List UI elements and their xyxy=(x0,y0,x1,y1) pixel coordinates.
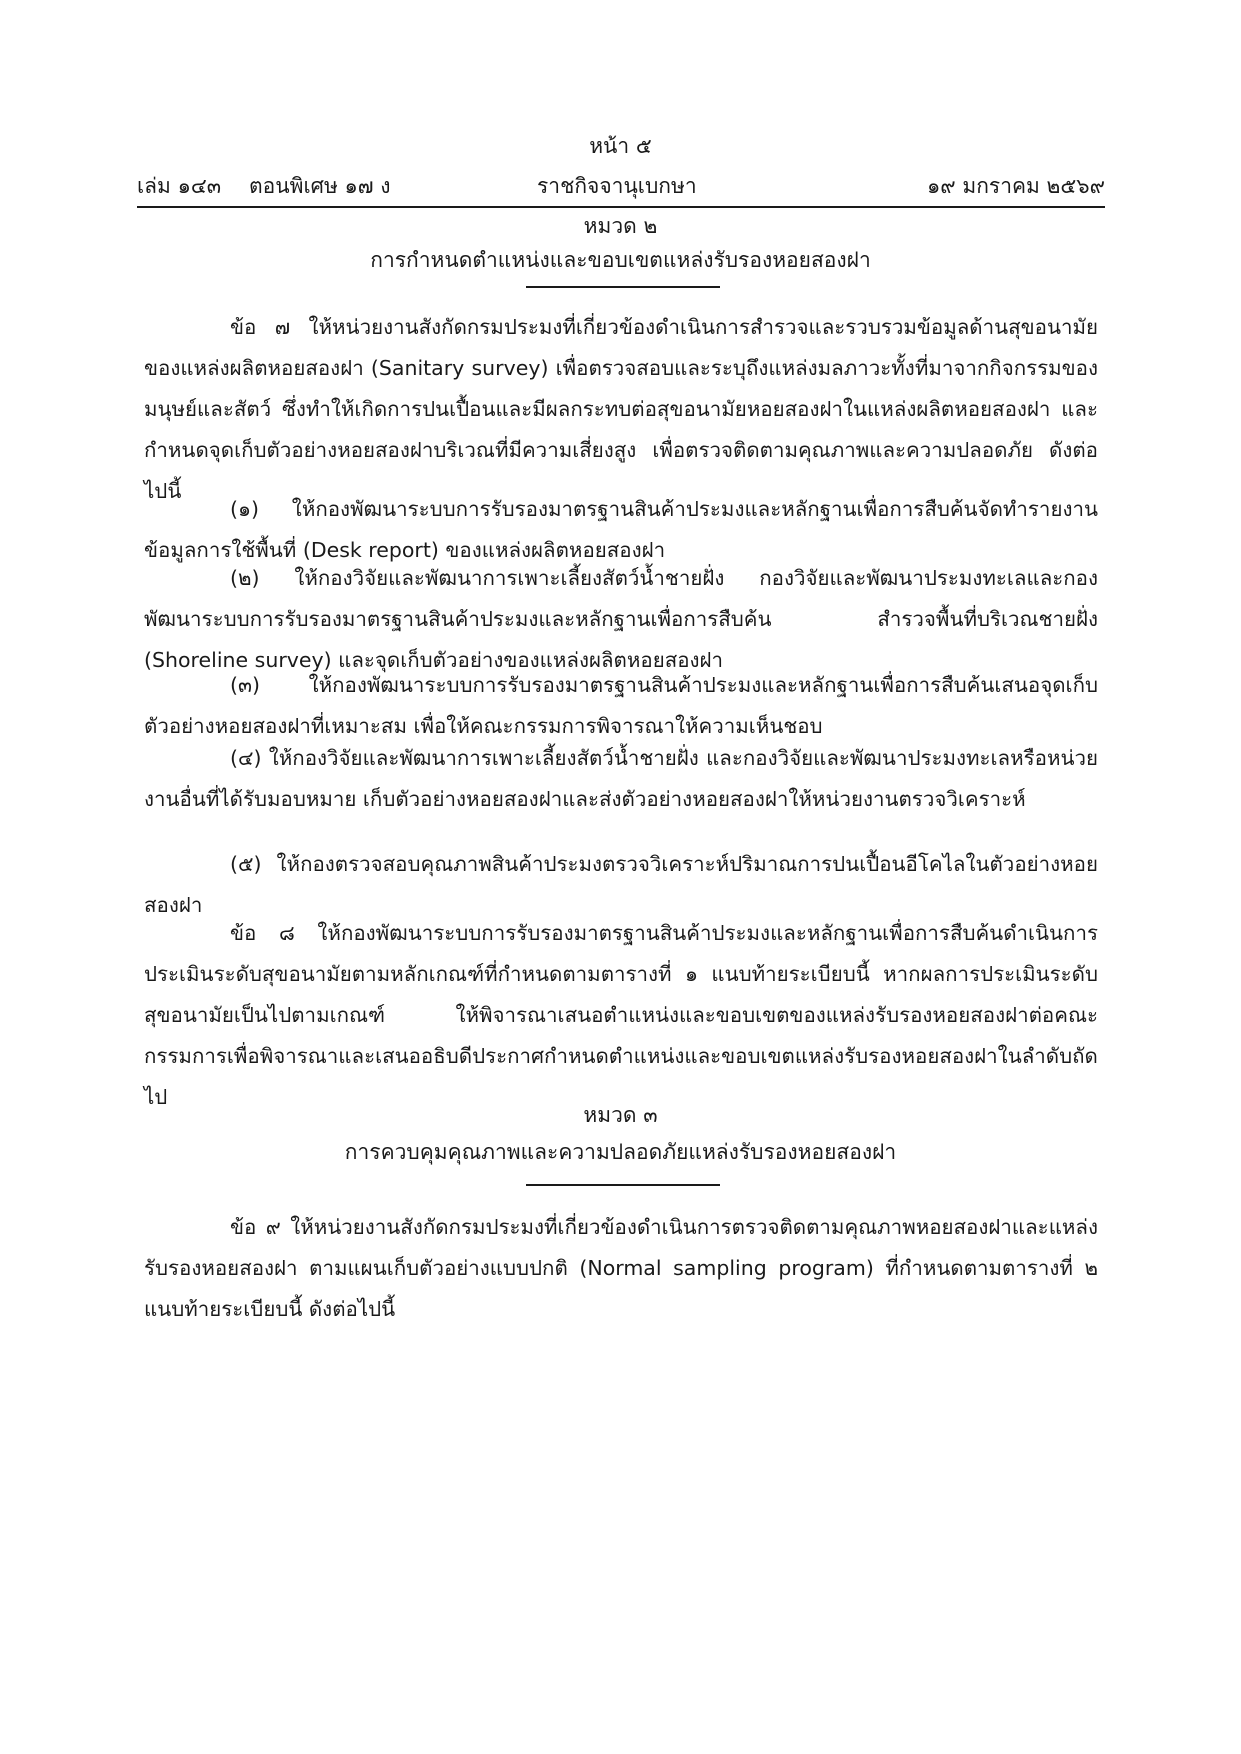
clause-7-item-1: (๑) ให้กองพัฒนาระบบการรับรองมาตรฐานสินค้าประมงและหลักฐานเพื่อการสืบค้นจัดทำรายงานข้อมูลการใช้พื้นที่ (Desk report) ของแหล่งผลิตหอยสองฝา xyxy=(144,497,1098,562)
page-number: หน้า ๕ xyxy=(589,134,652,158)
publication-date: ๑๙ มกราคม ๒๕๖๙ xyxy=(926,174,1105,198)
header-divider xyxy=(137,206,1105,208)
clause-8: ข้อ ๘ ให้กองพัฒนาระบบการรับรองมาตรฐานสินค้าประมงและหลักฐานเพื่อการสืบค้นดำเนินการประเมินระดับสุขอนามัยตามหลักเกณฑ์ที่กำหนดตามตารางที่ ๑ แนบท้ายระเบียบนี้ หากผลการประเมินระดับสุขอนามัยเป็นไปตามเกณฑ์ ให้พิจารณาเสนอตำแหน่งและขอบเขตของแหล่งรับรองหอยสองฝาต่อคณะกรรมการเพื่อพิจารณาและเสนออธิบดีประกาศกำหนดตำแหน่งและขอบเขตแหล่งรับรองหอยสองฝาในลำดับถัดไป xyxy=(144,921,1098,1109)
chapter-3-title: การควบคุมคุณภาพและความปลอดภัยแหล่งรับรองหอยสองฝา xyxy=(344,1140,897,1164)
clause-7-item-2: (๒) ให้กองวิจัยและพัฒนาการเพาะเลี้ยงสัตว์น้ำชายฝั่ง กองวิจัยและพัฒนาประมงทะเลและกองพัฒนาระบบการรับรองมาตรฐานสินค้าประมงและหลักฐานเพื่อการสืบค้น สำรวจพื้นที่บริเวณชายฝั่ง (Shoreline survey) และจุดเก็บตัวอย่างของแหล่งผลิตหอยสองฝา xyxy=(144,566,1098,672)
clause-7-item-4: (๔) ให้กองวิจัยและพัฒนาการเพาะเลี้ยงสัตว์น้ำชายฝั่ง และกองวิจัยและพัฒนาประมงทะเลหรือหน่วยงานอื่นที่ได้รับมอบหมาย เก็บตัวอย่างหอยสองฝาและส่งตัวอย่างหอยสองฝาให้หน่วยงานตรวจวิเคราะห์ xyxy=(144,746,1098,811)
chapter-2-divider xyxy=(526,286,720,288)
chapter-2-label: หมวด ๒ xyxy=(583,214,658,238)
chapter-3-divider xyxy=(526,1184,720,1186)
clause-7-item-3: (๓) ให้กองพัฒนาระบบการรับรองมาตรฐานสินค้าประมงและหลักฐานเพื่อการสืบค้นเสนอจุดเก็บตัวอย่างหอยสองฝาที่เหมาะสม เพื่อให้คณะกรรมการพิจารณาให้ความเห็นชอบ xyxy=(144,673,1098,738)
chapter-3-label: หมวด ๓ xyxy=(583,1103,658,1127)
volume-label: เล่ม ๑๔๓ xyxy=(137,174,222,198)
clause-9: ข้อ ๙ ให้หน่วยงานสังกัดกรมประมงที่เกี่ยวข้องดำเนินการตรวจติดตามคุณภาพหอยสองฝาและแหล่งรับรองหอยสองฝา ตามแผนเก็บตัวอย่างแบบปกติ (Normal sampling program) ที่กำหนดตามตารางที่ ๒ แนบท้ายระเบียบนี้ ดังต่อไปนี้ xyxy=(144,1215,1098,1321)
clause-7-intro: ข้อ ๗ ให้หน่วยงานสังกัดกรมประมงที่เกี่ยวข้องดำเนินการสำรวจและรวบรวมข้อมูลด้านสุขอนามัยของแหล่งผลิตหอยสองฝา (Sanitary survey) เพื่อตรวจสอบและระบุถึงแหล่งมลภาวะทั้งที่มาจากกิจกรรมของมนุษย์และสัตว์ ซึ่งทำให้เกิดการปนเปื้อนและมีผลกระทบต่อสุขอนามัยหอยสองฝาในแหล่งผลิตหอยสองฝา และกำหนดจุดเก็บตัวอย่างหอยสองฝาบริเวณที่มีความเสี่ยงสูง เพื่อตรวจติดตามคุณภาพและความปลอดภัย ดังต่อไปนี้ xyxy=(144,315,1098,503)
chapter-2-title: การกำหนดตำแหน่งและขอบเขตแหล่งรับรองหอยสองฝา xyxy=(370,248,871,272)
clause-7-item-5: (๕) ให้กองตรวจสอบคุณภาพสินค้าประมงตรวจวิเคราะห์ปริมาณการปนเปื้อนอีโคไลในตัวอย่างหอยสองฝา xyxy=(144,852,1098,917)
gazette-header xyxy=(137,170,1105,202)
issue-label: ตอนพิเศษ ๑๗ ง xyxy=(249,174,391,198)
gazette-title: ราชกิจจานุเบกษา xyxy=(537,174,697,198)
